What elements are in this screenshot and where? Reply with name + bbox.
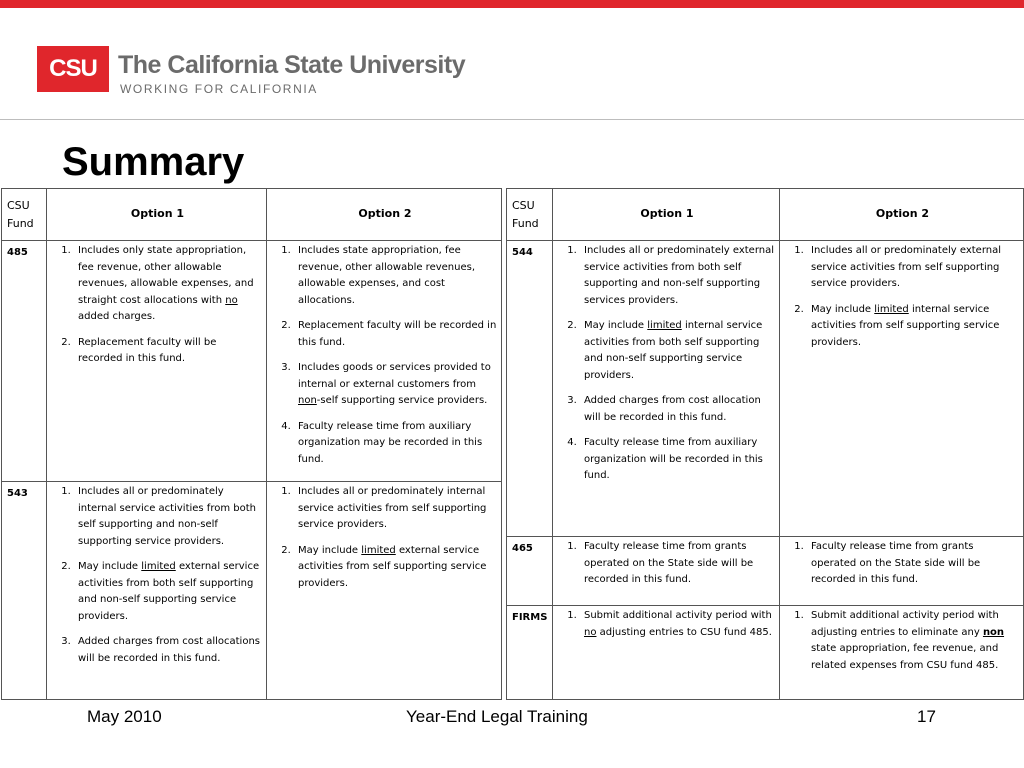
- logo-text: CSU: [49, 55, 97, 82]
- top-accent-bar: [0, 0, 1024, 8]
- option1-cell: [47, 241, 267, 482]
- header-row: [507, 189, 1024, 241]
- list-item: 3. Added charges from cost allocation will be recorded in this fund.: [580, 393, 776, 426]
- list-item: 4. Faculty release time from auxiliary organization will be recorded in this fund.: [580, 435, 776, 485]
- list-item: 1. Faculty release time from grants operated on the State side will be recorded in this fund.: [807, 539, 1020, 589]
- header-row: [2, 189, 502, 241]
- table-row: [507, 606, 1024, 700]
- fund-number: 485: [2, 241, 47, 482]
- option2-cell: [780, 241, 1024, 537]
- footer-title: Year-End Legal Training: [406, 707, 588, 726]
- list-item: 2. May include limited internal service activities from self supporting service providers.: [807, 302, 1020, 352]
- option2-cell: [780, 537, 1024, 606]
- option1-cell: [553, 537, 780, 606]
- list-item: 2. Replacement faculty will be recorded in this fund.: [74, 335, 263, 368]
- footer-date: May 2010: [87, 707, 162, 726]
- page-number: 17: [917, 707, 936, 726]
- summary-table-left: [1, 188, 502, 700]
- list-item: 3. Added charges from cost allocations will be recorded in this fund.: [74, 634, 263, 667]
- option1-column-header: Option 1: [553, 189, 780, 241]
- fund-number: 544: [507, 241, 553, 537]
- university-tagline: WORKING FOR CALIFORNIA: [120, 82, 318, 96]
- list-item: 1. Submit additional activity period with no adjusting entries to CSU fund 485.: [580, 608, 776, 641]
- fund-number: FIRMS: [507, 606, 553, 700]
- option2-cell: [267, 241, 502, 482]
- option2-column-header: Option 2: [780, 189, 1024, 241]
- list-item: 1. Includes state appropriation, fee revenue, other allowable revenues, allowable expenses, and cost allocations.: [294, 243, 498, 309]
- list-item: 2. May include limited internal service activities from both self supporting and non-self supporting service providers.: [580, 318, 776, 384]
- list-item: 4. Faculty release time from auxiliary organization may be recorded in this fund.: [294, 419, 498, 469]
- option1-cell: [553, 606, 780, 700]
- fund-number: 543: [2, 482, 47, 700]
- table-row: [2, 482, 502, 700]
- list-item: 2. Replacement faculty will be recorded in this fund.: [294, 318, 498, 351]
- list-item: 1. Includes all or predominately external service activities from self supporting service providers.: [807, 243, 1020, 293]
- fund-column-header: CSU Fund: [507, 189, 553, 241]
- option1-column-header: Option 1: [47, 189, 267, 241]
- list-item: 1. Faculty release time from grants operated on the State side will be recorded in this fund.: [580, 539, 776, 589]
- list-item: 2. May include limited external service activities from self supporting service providers.: [294, 543, 498, 593]
- option2-cell: [780, 606, 1024, 700]
- list-item: 1. Includes all or predominately internal service activities from self supporting service providers.: [294, 484, 498, 534]
- fund-number: 465: [507, 537, 553, 606]
- list-item: 1. Includes all or predominately internal service activities from both self supporting and non-self supporting service providers.: [74, 484, 263, 550]
- table-row: [507, 241, 1024, 537]
- csu-logo: [37, 46, 109, 92]
- option1-cell: [47, 482, 267, 700]
- table-row: [507, 537, 1024, 606]
- university-name: The California State University: [118, 51, 466, 79]
- header-divider: [0, 119, 1024, 120]
- option2-column-header: Option 2: [267, 189, 502, 241]
- table-row: [2, 241, 502, 482]
- list-item: 2. May include limited external service activities from both self supporting and non-self supporting service providers.: [74, 559, 263, 625]
- summary-table-right: [506, 188, 1024, 700]
- list-item: 1. Includes all or predominately external service activities from both self supporting and non-self supporting services providers.: [580, 243, 776, 309]
- list-item: 1. Submit additional activity period with adjusting entries to eliminate any non state appropriation, fee revenue, and related expenses from CSU fund 485.: [807, 608, 1020, 674]
- option1-cell: [553, 241, 780, 537]
- list-item: 3. Includes goods or services provided to internal or external customers from non-self supporting service providers.: [294, 360, 498, 410]
- list-item: 1. Includes only state appropriation, fee revenue, other allowable revenues, allowable expenses, and straight cost allocations with no added charges.: [74, 243, 263, 326]
- page-title: Summary: [62, 140, 245, 184]
- option2-cell: [267, 482, 502, 700]
- fund-column-header: CSU Fund: [2, 189, 47, 241]
